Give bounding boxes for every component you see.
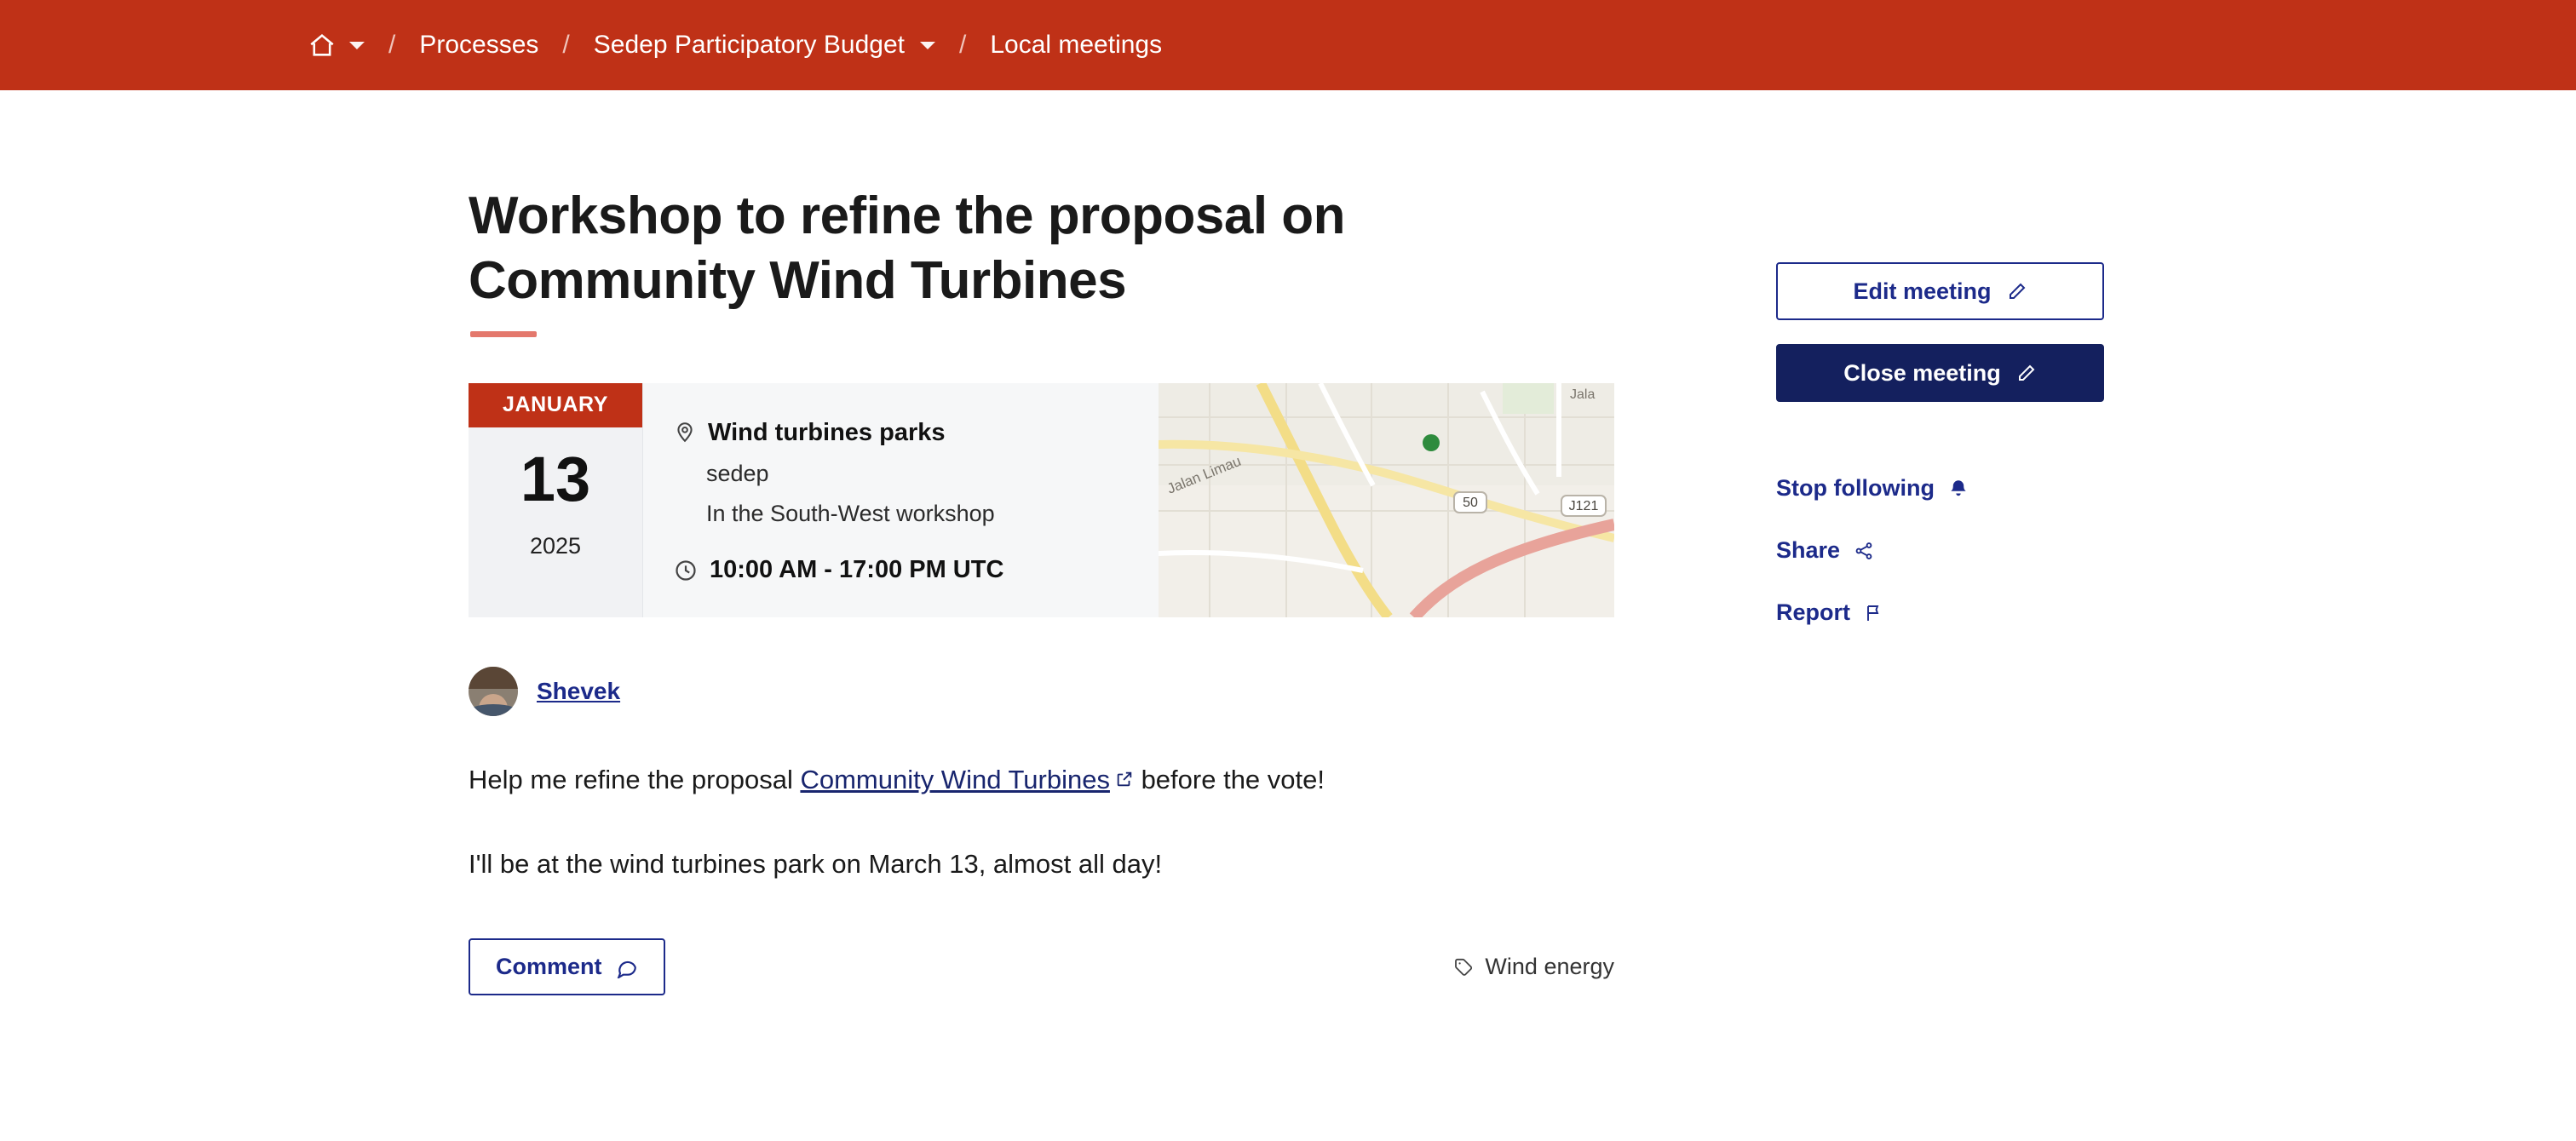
chevron-down-icon-process[interactable] <box>920 42 935 49</box>
breadcrumb-bar <box>0 0 2576 90</box>
sidebar-actions <box>1776 184 2134 995</box>
svg-text:Jalan Limau: Jalan Limau <box>1164 453 1244 497</box>
edit-meeting-label: Edit meeting <box>1853 278 1992 304</box>
breadcrumb-item-process-group[interactable] <box>594 31 935 60</box>
description-paragraph-1 <box>469 760 1661 800</box>
comment-button-label: Comment <box>496 954 602 980</box>
avatar <box>469 667 518 716</box>
share-link[interactable] <box>1776 537 2134 564</box>
event-date-block <box>469 383 643 617</box>
comment-icon <box>616 956 638 978</box>
paragraph-1-before: Help me refine the proposal <box>469 765 801 795</box>
comment-button[interactable] <box>469 938 665 995</box>
breadcrumb-item-local-meetings[interactable]: Local meetings <box>990 31 1163 59</box>
event-location-org: sedep <box>706 461 769 487</box>
event-time-row <box>674 556 1159 584</box>
event-year: 2025 <box>529 533 582 559</box>
breadcrumb-item-sedep-participatory-budget[interactable]: Sedep Participatory Budget <box>593 31 905 59</box>
report-label: Report <box>1776 599 1850 625</box>
flag-icon <box>1864 603 1884 623</box>
proposal-link[interactable]: Community Wind Turbines <box>800 765 1110 795</box>
event-location-name: Wind turbines parks <box>708 419 946 447</box>
stop-following-link[interactable] <box>1776 475 2134 502</box>
close-meeting-button[interactable] <box>1776 344 2104 402</box>
page-body <box>0 90 2576 995</box>
event-time: 10:00 AM - 17:00 PM UTC <box>710 556 1004 584</box>
breadcrumb-separator-2: / <box>562 31 570 59</box>
home-icon[interactable] <box>307 31 337 60</box>
breadcrumb-separator-3: / <box>958 31 967 59</box>
author-row[interactable] <box>469 667 1661 716</box>
pencil-icon-edit <box>2007 281 2027 301</box>
svg-text:Jala: Jala <box>1570 387 1596 403</box>
clock-icon <box>674 559 698 582</box>
title-underline-rule <box>470 331 537 337</box>
avatar-shoulders <box>469 704 518 716</box>
paragraph-1-after: before the vote! <box>1133 765 1325 795</box>
sidebar-link-list <box>1776 475 2134 626</box>
avatar-hair <box>469 667 518 689</box>
tag-label: Wind energy <box>1485 954 1614 980</box>
breadcrumb-item-processes[interactable]: Processes <box>419 31 539 59</box>
event-location-row <box>674 419 1159 447</box>
event-location-map[interactable] <box>1159 383 1614 617</box>
report-link[interactable] <box>1776 599 2134 626</box>
event-card <box>469 383 1614 617</box>
close-meeting-label: Close meeting <box>1843 359 2001 386</box>
event-day: 13 <box>520 444 591 515</box>
pencil-icon-close <box>2016 363 2037 383</box>
author-name-link[interactable]: Shevek <box>537 678 621 705</box>
edit-meeting-button[interactable] <box>1776 262 2104 320</box>
bell-icon <box>1948 479 1969 499</box>
chevron-down-icon[interactable] <box>349 42 365 49</box>
event-info <box>643 383 1159 617</box>
svg-text:50: 50 <box>1463 496 1478 511</box>
page-title: Workshop to refine the proposal on Community Wind Turbines <box>469 186 1346 310</box>
tag-icon <box>1453 957 1474 978</box>
event-location-detail: In the South-West workshop <box>706 501 995 527</box>
event-month: JANUARY <box>469 383 642 427</box>
share-label: Share <box>1776 537 1841 563</box>
description-paragraph-2: I'll be at the wind turbines park on March 13, almost all day! <box>469 848 1163 879</box>
breadcrumb-separator-1: / <box>388 31 396 59</box>
svg-text:J121: J121 <box>1568 499 1599 514</box>
tag-wind-energy[interactable] <box>1453 954 1614 980</box>
breadcrumb-home[interactable] <box>307 31 365 60</box>
external-link-icon[interactable] <box>1115 770 1134 788</box>
share-icon <box>1854 541 1874 561</box>
stop-following-label: Stop following <box>1776 475 1935 501</box>
main-content <box>469 184 1661 995</box>
footer-actions <box>469 938 1614 995</box>
map-pin-icon <box>674 419 696 444</box>
breadcrumb <box>307 31 1162 60</box>
